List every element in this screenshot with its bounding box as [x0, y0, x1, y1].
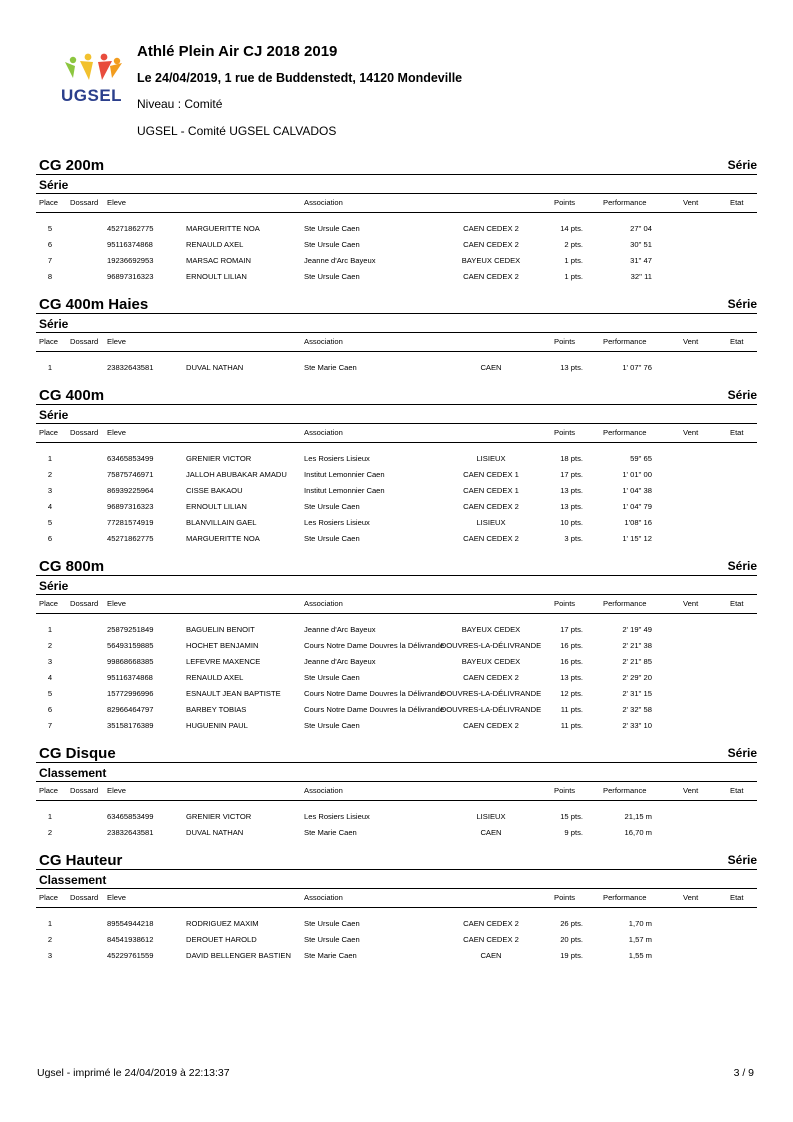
student-id-cell: 84541938612 [107, 935, 154, 944]
student-name-cell: RENAULD AXEL [186, 673, 244, 682]
city-cell: CAEN CEDEX 1 [463, 486, 519, 495]
student-name-cell: HUGUENIN PAUL [186, 721, 248, 730]
city-cell: BAYEUX CEDEX [461, 256, 521, 265]
column-header-eleve: Eleve [107, 599, 126, 608]
student-name-cell: BAGUELIN BENOIT [186, 625, 255, 634]
event-header [36, 553, 757, 576]
place-cell: 2 [47, 470, 53, 479]
association-cell: Institut Lemonnier Caen [304, 486, 385, 495]
points-cell: 9 pts. [564, 828, 583, 837]
performance-cell: 2' 31'' 15 [622, 689, 652, 698]
student-id-cell: 15772996996 [107, 689, 154, 698]
city-cell: DOUVRES-LA-DÉLIVRANDE [440, 689, 542, 698]
column-header-row [36, 424, 757, 443]
table-row [36, 236, 757, 252]
points-cell: 14 pts. [560, 224, 583, 233]
student-name-cell: DEROUET HAROLD [186, 935, 257, 944]
column-header-points: Points [554, 786, 576, 795]
city-cell: CAEN CEDEX 2 [463, 673, 519, 682]
column-header-eleve: Eleve [107, 198, 126, 207]
column-header-association: Association [304, 786, 343, 795]
performance-cell: 2' 29'' 20 [622, 673, 652, 682]
column-header-dossard: Dossard [70, 786, 99, 795]
performance-cell: 16,70 m [624, 828, 652, 837]
place-cell: 3 [47, 486, 53, 495]
association-cell: Les Rosiers Lisieux [304, 812, 370, 821]
event-subtitle: Classement [36, 763, 757, 782]
student-id-cell: 77281574919 [107, 518, 154, 527]
student-id-cell: 82966464797 [107, 705, 154, 714]
column-header-etat: Etat [730, 893, 744, 902]
table-row [36, 808, 757, 824]
association-cell: Les Rosiers Lisieux [304, 454, 370, 463]
column-header-dossard: Dossard [70, 337, 99, 346]
place-cell: 6 [47, 240, 53, 249]
student-name-cell: JALLOH ABUBAKAR AMADU [186, 470, 287, 479]
student-name-cell: DUVAL NATHAN [186, 363, 244, 372]
student-id-cell: 99868668385 [107, 657, 154, 666]
place-cell: 1 [47, 454, 53, 463]
table-row [36, 514, 757, 530]
column-header-dossard: Dossard [70, 428, 99, 437]
event-type: Série [727, 746, 757, 760]
student-id-cell: 45229761559 [107, 951, 154, 960]
association-cell: Ste Marie Caen [304, 363, 357, 372]
student-id-cell: 35158176389 [107, 721, 154, 730]
column-header-row [36, 333, 757, 352]
student-name-cell: RENAULD AXEL [186, 240, 244, 249]
association-cell: Ste Ursule Caen [304, 224, 360, 233]
column-header-association: Association [304, 893, 343, 902]
place-cell: 7 [47, 721, 53, 730]
place-cell: 4 [47, 673, 53, 682]
column-header-vent: Vent [683, 428, 699, 437]
event-type: Série [727, 853, 757, 867]
performance-cell: 30'' 51 [630, 240, 652, 249]
place-cell: 1 [47, 812, 53, 821]
column-header-performance: Performance [603, 893, 647, 902]
event-type: Série [727, 559, 757, 573]
column-header-row [36, 194, 757, 213]
column-header-vent: Vent [683, 198, 699, 207]
place-cell: 1 [47, 919, 53, 928]
city-cell: CAEN [480, 828, 502, 837]
association-cell: Ste Ursule Caen [304, 919, 360, 928]
table-row [36, 947, 757, 963]
student-id-cell: 89554944218 [107, 919, 154, 928]
student-id-cell: 95116374868 [107, 240, 153, 249]
table-row [36, 653, 757, 669]
student-name-cell: LEFEVRE MAXENCE [186, 657, 261, 666]
student-name-cell: MARSAC ROMAIN [186, 256, 251, 265]
column-header-row [36, 595, 757, 614]
column-header-association: Association [304, 198, 343, 207]
column-header-place: Place [39, 786, 58, 795]
student-id-cell: 95116374868 [107, 673, 153, 682]
column-header-points: Points [554, 428, 576, 437]
city-cell: CAEN CEDEX 2 [463, 224, 519, 233]
association-cell: Ste Ursule Caen [304, 502, 360, 511]
column-header-place: Place [39, 599, 58, 608]
column-header-association: Association [304, 599, 343, 608]
student-name-cell: BARBEY TOBIAS [186, 705, 247, 714]
points-cell: 20 pts. [560, 935, 583, 944]
column-header-vent: Vent [683, 786, 699, 795]
performance-cell: 1,70 m [628, 919, 652, 928]
association-cell: Ste Ursule Caen [304, 240, 360, 249]
city-cell: CAEN CEDEX 2 [463, 272, 519, 281]
performance-cell: 2' 21'' 38 [622, 641, 652, 650]
column-header-eleve: Eleve [107, 786, 126, 795]
points-cell: 15 pts. [560, 812, 583, 821]
points-cell: 17 pts. [560, 625, 583, 634]
column-header-etat: Etat [730, 428, 744, 437]
column-header-etat: Etat [730, 198, 744, 207]
association-cell: Institut Lemonnier Caen [304, 470, 385, 479]
points-cell: 13 pts. [560, 486, 583, 495]
points-cell: 19 pts. [560, 951, 583, 960]
event-level: Niveau : Comité [137, 97, 223, 111]
table-row [36, 252, 757, 268]
city-cell: CAEN [480, 363, 502, 372]
student-id-cell: 63465853499 [107, 454, 154, 463]
column-header-row [36, 782, 757, 801]
association-cell: Ste Ursule Caen [304, 935, 360, 944]
table-row [36, 359, 757, 375]
column-header-performance: Performance [603, 786, 647, 795]
place-cell: 5 [47, 224, 53, 233]
city-cell: DOUVRES-LA-DÉLIVRANDE [440, 705, 542, 714]
association-cell: Cours Notre Dame Douvres la Délivrande [304, 705, 445, 714]
association-cell: Cours Notre Dame Douvres la Délivrande [304, 641, 445, 650]
performance-cell: 2' 19'' 49 [622, 625, 652, 634]
performance-cell: 32'' 11 [630, 272, 652, 281]
points-cell: 13 pts. [560, 363, 583, 372]
city-cell: CAEN CEDEX 2 [463, 240, 519, 249]
place-cell: 2 [47, 641, 53, 650]
performance-cell: 1' 04'' 38 [622, 486, 652, 495]
student-name-cell: ERNOULT LILIAN [186, 272, 247, 281]
column-header-points: Points [554, 893, 576, 902]
student-name-cell: GRENIER VICTOR [186, 812, 252, 821]
table-row [36, 915, 757, 931]
student-name-cell: CISSE BAKAOU [186, 486, 243, 495]
student-name-cell: ERNOULT LILIAN [186, 502, 247, 511]
points-cell: 13 pts. [560, 502, 583, 511]
association-cell: Ste Ursule Caen [304, 721, 360, 730]
points-cell: 11 pts. [560, 705, 583, 714]
performance-cell: 1' 01'' 00 [622, 470, 652, 479]
results-table [36, 352, 757, 379]
city-cell: CAEN CEDEX 2 [463, 935, 519, 944]
points-cell: 16 pts. [560, 641, 583, 650]
city-cell: CAEN CEDEX 2 [463, 721, 519, 730]
event-subtitle: Série [36, 175, 757, 194]
association-cell: Jeanne d'Arc Bayeux [304, 256, 376, 265]
table-row [36, 931, 757, 947]
column-header-performance: Performance [603, 599, 647, 608]
place-cell: 7 [47, 256, 53, 265]
column-header-eleve: Eleve [107, 337, 126, 346]
place-cell: 6 [47, 705, 53, 714]
event-type: Série [727, 388, 757, 402]
association-cell: Cours Notre Dame Douvres la Délivrande [304, 689, 445, 698]
student-name-cell: DUVAL NATHAN [186, 828, 244, 837]
student-name-cell: ESNAULT JEAN BAPTISTE [186, 689, 281, 698]
event-section [36, 152, 757, 288]
association-cell: Jeanne d'Arc Bayeux [304, 657, 376, 666]
event-subtitle: Classement [36, 870, 757, 889]
column-header-dossard: Dossard [70, 893, 99, 902]
performance-cell: 2' 33'' 10 [622, 721, 652, 730]
city-cell: LISIEUX [476, 812, 506, 821]
results-sections [36, 152, 757, 970]
event-header [36, 847, 757, 870]
performance-cell: 1,57 m [628, 935, 652, 944]
student-name-cell: MARGUERITTE NOA [186, 534, 260, 543]
student-id-cell: 23832643581 [107, 828, 154, 837]
points-cell: 1 pts. [564, 272, 583, 281]
report-header [0, 0, 793, 150]
student-name-cell: HOCHET BENJAMIN [186, 641, 259, 650]
event-section [36, 553, 757, 737]
association-cell: Ste Ursule Caen [304, 673, 360, 682]
student-id-cell: 45271862775 [107, 224, 154, 233]
column-header-row [36, 889, 757, 908]
column-header-dossard: Dossard [70, 198, 99, 207]
place-cell: 3 [47, 951, 53, 960]
event-type: Série [727, 158, 757, 172]
association-cell: Ste Ursule Caen [304, 272, 360, 281]
column-header-vent: Vent [683, 893, 699, 902]
table-row [36, 530, 757, 546]
event-title: CG 400m [39, 387, 105, 404]
event-title: CG Disque [39, 745, 116, 762]
results-table [36, 443, 757, 550]
column-header-points: Points [554, 198, 576, 207]
column-header-vent: Vent [683, 337, 699, 346]
column-header-performance: Performance [603, 337, 647, 346]
city-cell: CAEN CEDEX 2 [463, 502, 519, 511]
place-cell: 1 [47, 625, 53, 634]
column-header-performance: Performance [603, 428, 647, 437]
event-title: CG Hauteur [39, 852, 123, 869]
event-subtitle: Série [36, 314, 757, 333]
place-cell: 5 [47, 689, 53, 698]
student-id-cell: 56493159885 [107, 641, 154, 650]
student-name-cell: BLANVILLAIN GAEL [186, 518, 257, 527]
column-header-points: Points [554, 337, 576, 346]
association-cell: Ste Marie Caen [304, 951, 357, 960]
table-row [36, 482, 757, 498]
city-cell: DOUVRES-LA-DÉLIVRANDE [440, 641, 542, 650]
event-subtitle: Série [36, 405, 757, 424]
event-type: Série [727, 297, 757, 311]
column-header-etat: Etat [730, 599, 744, 608]
column-header-vent: Vent [683, 599, 699, 608]
student-id-cell: 23832643581 [107, 363, 154, 372]
table-row [36, 824, 757, 840]
event-header [36, 382, 757, 405]
table-row [36, 685, 757, 701]
place-cell: 1 [47, 363, 53, 372]
performance-cell: 27'' 04 [630, 224, 652, 233]
student-id-cell: 63465853499 [107, 812, 154, 821]
results-table [36, 614, 757, 737]
page-title: Athlé Plein Air CJ 2018 2019 [137, 43, 338, 60]
city-cell: LISIEUX [476, 518, 506, 527]
column-header-place: Place [39, 893, 58, 902]
table-row [36, 450, 757, 466]
city-cell: CAEN CEDEX 1 [463, 470, 519, 479]
place-cell: 6 [47, 534, 53, 543]
event-header [36, 291, 757, 314]
table-row [36, 621, 757, 637]
place-cell: 3 [47, 657, 53, 666]
results-table [36, 908, 757, 967]
student-id-cell: 86939225964 [107, 486, 154, 495]
place-cell: 4 [47, 502, 53, 511]
points-cell: 10 pts. [560, 518, 583, 527]
table-row [36, 701, 757, 717]
points-cell: 18 pts. [560, 454, 583, 463]
column-header-place: Place [39, 337, 58, 346]
student-id-cell: 96897316323 [107, 272, 154, 281]
event-subtitle: Série [36, 576, 757, 595]
association-cell: Jeanne d'Arc Bayeux [304, 625, 376, 634]
city-cell: BAYEUX CEDEX [461, 657, 521, 666]
performance-cell: 1,55 m [628, 951, 652, 960]
association-cell: Ste Ursule Caen [304, 534, 360, 543]
table-row [36, 498, 757, 514]
city-cell: LISIEUX [476, 454, 506, 463]
table-row [36, 220, 757, 236]
page-number: 3 / 9 [733, 1067, 754, 1079]
points-cell: 26 pts. [560, 919, 583, 928]
organization: UGSEL - Comité UGSEL CALVADOS [137, 124, 337, 138]
place-cell: 5 [47, 518, 53, 527]
column-header-eleve: Eleve [107, 428, 126, 437]
city-cell: CAEN CEDEX 2 [463, 534, 519, 543]
performance-cell: 1' 04'' 79 [622, 502, 652, 511]
logo-text: UGSEL [61, 86, 123, 105]
event-header [36, 152, 757, 175]
performance-cell: 2' 32'' 58 [622, 705, 652, 714]
city-cell: BAYEUX CEDEX [461, 625, 521, 634]
column-header-eleve: Eleve [107, 893, 126, 902]
event-section [36, 291, 757, 379]
results-table [36, 801, 757, 844]
logo-figures [65, 54, 122, 80]
place-cell: 2 [47, 828, 53, 837]
points-cell: 16 pts. [560, 657, 583, 666]
column-header-place: Place [39, 428, 58, 437]
column-header-association: Association [304, 337, 343, 346]
event-title: CG 200m [39, 157, 105, 174]
event-section [36, 847, 757, 967]
table-row [36, 466, 757, 482]
event-header [36, 740, 757, 763]
event-title: CG 400m Haies [39, 296, 149, 313]
association-cell: Les Rosiers Lisieux [304, 518, 370, 527]
column-header-etat: Etat [730, 337, 744, 346]
performance-cell: 59'' 65 [630, 454, 652, 463]
performance-cell: 1' 07'' 76 [622, 363, 652, 372]
column-header-points: Points [554, 599, 576, 608]
student-id-cell: 96897316323 [107, 502, 154, 511]
points-cell: 11 pts. [560, 721, 583, 730]
points-cell: 2 pts. [564, 240, 583, 249]
event-section [36, 740, 757, 844]
points-cell: 13 pts. [560, 673, 583, 682]
points-cell: 17 pts. [560, 470, 583, 479]
points-cell: 1 pts. [564, 256, 583, 265]
column-header-place: Place [39, 198, 58, 207]
results-table [36, 213, 757, 288]
student-name-cell: GRENIER VICTOR [186, 454, 252, 463]
column-header-association: Association [304, 428, 343, 437]
performance-cell: 1' 15'' 12 [622, 534, 652, 543]
event-section [36, 382, 757, 550]
place-cell: 8 [47, 272, 53, 281]
performance-cell: 31'' 47 [630, 256, 652, 265]
column-header-dossard: Dossard [70, 599, 99, 608]
table-row [36, 637, 757, 653]
column-header-etat: Etat [730, 786, 744, 795]
city-cell: CAEN CEDEX 2 [463, 919, 519, 928]
student-name-cell: RODRIGUEZ MAXIM [186, 919, 259, 928]
performance-cell: 21,15 m [624, 812, 652, 821]
table-row [36, 268, 757, 284]
print-info: Ugsel - imprimé le 24/04/2019 à 22:13:37 [37, 1067, 230, 1079]
points-cell: 12 pts. [560, 689, 583, 698]
association-cell: Ste Marie Caen [304, 828, 357, 837]
performance-cell: 1'08'' 16 [624, 518, 652, 527]
event-title: CG 800m [39, 558, 105, 575]
table-row [36, 669, 757, 685]
student-id-cell: 19236692953 [107, 256, 154, 265]
points-cell: 3 pts. [564, 534, 583, 543]
student-id-cell: 75875746971 [107, 470, 154, 479]
event-date-location: Le 24/04/2019, 1 rue de Buddenstedt, 14120 Mondeville [137, 71, 463, 85]
table-row [36, 717, 757, 733]
performance-cell: 2' 21'' 85 [622, 657, 652, 666]
place-cell: 2 [47, 935, 53, 944]
student-name-cell: MARGUERITTE NOA [186, 224, 260, 233]
city-cell: CAEN [480, 951, 502, 960]
student-id-cell: 25879251849 [107, 625, 154, 634]
column-header-performance: Performance [603, 198, 647, 207]
student-name-cell: DAVID BELLENGER BASTIEN [186, 951, 291, 960]
student-id-cell: 45271862775 [107, 534, 154, 543]
